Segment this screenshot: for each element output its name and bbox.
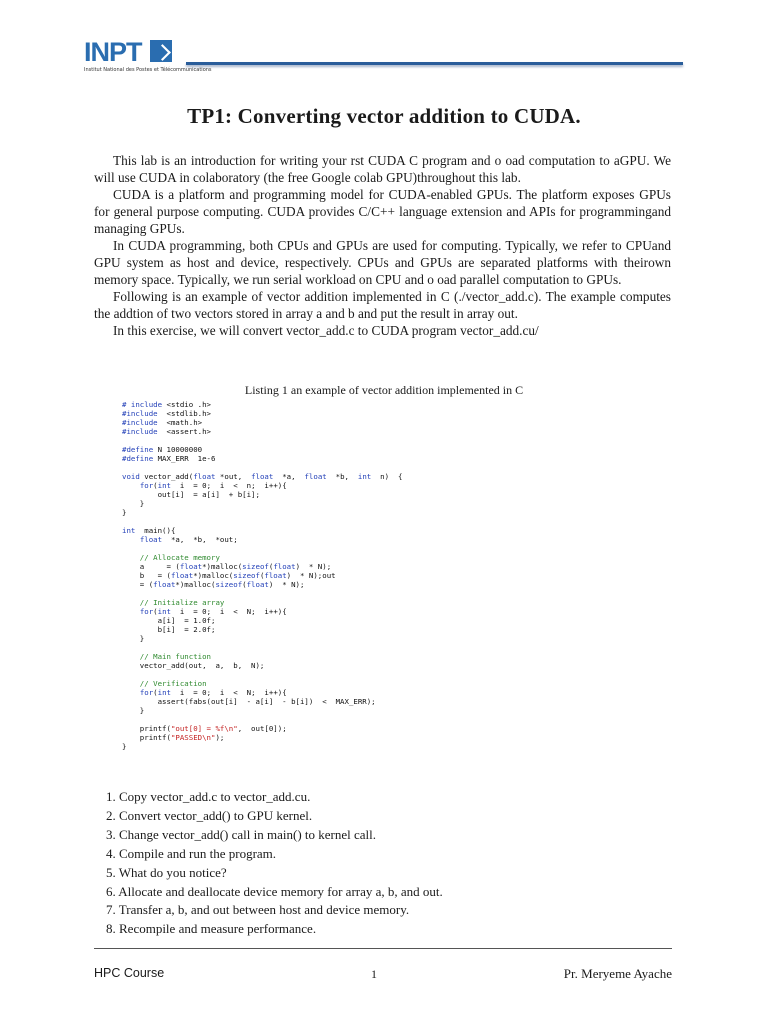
- code-token: }: [122, 634, 145, 643]
- code-token: printf(: [122, 724, 171, 733]
- code-line: [122, 454, 402, 463]
- code-line: [122, 670, 402, 679]
- code-token: *)malloc(: [193, 571, 234, 580]
- step-item: 1. Copy vector_add.c to vector_add.cu.: [106, 789, 311, 804]
- code-line: [122, 517, 402, 526]
- code-line: [122, 643, 402, 652]
- logo-subtitle: Institut National des Postes et Télécommunications: [84, 67, 212, 73]
- code-token: MAX_ERR 1e-6: [153, 454, 216, 463]
- code-line: [122, 553, 402, 562]
- code-token: [122, 607, 140, 616]
- paragraph: In CUDA programming, both CPUs and GPUs are used for computing. Typically, we refer to CPUand GPU system as host and device, respectively. CPUs and GPUs are separated platforms with theirown memory space. Typically, we run serial workload on CPU and o oad parallel computation to GPUs.: [94, 238, 671, 287]
- code-keyword: #include: [122, 418, 158, 427]
- code-token: }: [122, 742, 127, 751]
- code-token: [122, 688, 140, 697]
- code-line: [122, 427, 402, 436]
- step-item: 5. What do you notice?: [106, 864, 227, 880]
- code-token: out[i] = a[i] + b[i];: [122, 490, 260, 499]
- footer-rule: [94, 948, 672, 949]
- code-line: [122, 724, 402, 733]
- code-line: [122, 535, 402, 544]
- code-keyword: sizeof: [215, 580, 243, 589]
- code-keyword: float: [304, 472, 327, 481]
- code-token: <assert.h>: [157, 427, 212, 436]
- code-comment: // Verification: [122, 679, 207, 688]
- logo-text: INPT: [84, 37, 142, 67]
- code-line: [122, 706, 402, 715]
- code-token: *out,: [215, 472, 252, 481]
- code-keyword: float: [179, 562, 203, 571]
- code-line: [122, 607, 402, 616]
- code-line: [122, 499, 402, 508]
- code-token: (: [153, 481, 158, 490]
- code-token: = (: [122, 580, 154, 589]
- code-line: [122, 481, 402, 490]
- code-token: a[i] = 1.0f;: [122, 616, 216, 625]
- code-keyword: for: [139, 481, 154, 490]
- code-token: ) * N);: [268, 580, 305, 589]
- code-token: *)malloc(: [202, 562, 243, 571]
- code-keyword: float: [139, 535, 163, 544]
- step-item: 6. Allocate and deallocate device memory for array a, b, and out.: [106, 883, 443, 899]
- code-token: i = 0; i < n; i++){: [170, 481, 287, 490]
- code-keyword: void: [122, 472, 140, 481]
- code-token: *)malloc(: [175, 580, 216, 589]
- code-token: b = (: [122, 571, 171, 580]
- code-token: a = (: [122, 562, 180, 571]
- code-line: [122, 571, 402, 580]
- code-token: }: [122, 508, 127, 517]
- code-token: (: [268, 562, 274, 571]
- code-line: [122, 472, 402, 481]
- page-number: 1: [371, 967, 377, 981]
- code-token: }: [122, 706, 145, 715]
- code-token: N 10000000: [153, 445, 203, 454]
- code-line: [122, 526, 402, 535]
- code-keyword: float: [153, 580, 176, 589]
- code-line: [122, 562, 402, 571]
- code-line: [122, 589, 402, 598]
- code-line: [122, 544, 402, 553]
- code-line: [122, 400, 402, 409]
- code-token: [122, 535, 140, 544]
- code-token: main(){: [135, 526, 176, 535]
- code-line: [122, 733, 402, 742]
- code-listing: [122, 400, 402, 751]
- code-line: [122, 661, 402, 670]
- code-token: b[i] = 2.0f;: [122, 625, 216, 634]
- step-item: 7. Transfer a, b, and out between host and device memory.: [106, 902, 410, 918]
- code-token: <stdlib.h>: [157, 409, 212, 418]
- code-token: ) * N);out: [286, 571, 336, 580]
- code-token: vector_add(out, a, b, N);: [122, 661, 265, 670]
- code-line: [122, 652, 402, 661]
- code-keyword: for: [139, 688, 154, 697]
- code-keyword: int: [157, 607, 171, 616]
- listing-caption: Listing 1 an example of vector addition implemented in C: [244, 383, 524, 397]
- step-item: 3. Change vector_add() call in main() to kernel call.: [106, 826, 377, 842]
- code-token: (: [153, 688, 158, 697]
- code-keyword: float: [251, 472, 274, 481]
- code-token: i = 0; i < N; i++){: [170, 688, 287, 697]
- code-line: [122, 715, 402, 724]
- code-line: [122, 634, 402, 643]
- code-keyword: sizeof: [242, 562, 269, 571]
- code-string: "out[0] = %f\n": [170, 724, 238, 733]
- code-keyword: float: [264, 571, 287, 580]
- code-token: printf(: [122, 733, 171, 742]
- code-comment: // Initialize array: [122, 598, 225, 607]
- code-token: , out[0]);: [237, 724, 287, 733]
- code-keyword: #include: [122, 427, 158, 436]
- code-token: vector_add(: [139, 472, 194, 481]
- footer-course: HPC Course: [94, 966, 165, 980]
- code-line: [122, 580, 402, 589]
- steps-list: [106, 788, 443, 939]
- code-token: *a, *b, *out;: [162, 535, 238, 544]
- code-line: [122, 688, 402, 697]
- code-token: *a,: [273, 472, 305, 481]
- code-keyword: float: [193, 472, 216, 481]
- code-keyword: int: [157, 481, 171, 490]
- code-line: [122, 679, 402, 688]
- step-item: 4. Compile and run the program.: [106, 845, 277, 861]
- step-item: 2. Convert vector_add() to GPU kernel.: [106, 807, 313, 823]
- code-token: );: [215, 733, 225, 742]
- code-token: n) {: [371, 472, 403, 481]
- paragraph: In this exercise, we will convert vector_add.c to CUDA program vector_add.cu/: [113, 323, 539, 338]
- code-keyword: int: [122, 526, 136, 535]
- code-line: [122, 625, 402, 634]
- code-token: *b,: [326, 472, 358, 481]
- code-line: [122, 508, 402, 517]
- code-token: <stdio .h>: [162, 400, 211, 409]
- code-token: (: [242, 580, 247, 589]
- step-item: 8. Recompile and measure performance.: [106, 921, 317, 937]
- code-keyword: #define: [122, 454, 154, 463]
- paragraph: This lab is an introduction for writing your rst CUDA C program and o oad computation to aGPU. We will use CUDA in colaboratory (the free Google colab GPU)throughout this lab.: [94, 153, 671, 185]
- footer-author: Pr. Meryeme Ayache: [563, 966, 672, 981]
- code-token: }: [122, 499, 145, 508]
- code-line: [122, 490, 402, 499]
- intro-text: [94, 152, 671, 339]
- code-token: [122, 481, 140, 490]
- code-keyword: int: [157, 688, 171, 697]
- logo-mark-icon: [150, 40, 172, 62]
- paragraph: CUDA is a platform and programming model for CUDA-enabled GPUs. The platform exposes GPUs for general purpose computing. CUDA provides C/C++ language extension and APIs for programmingand managing GPUs.: [94, 187, 671, 236]
- code-token: (: [259, 571, 265, 580]
- code-line: [122, 409, 402, 418]
- code-keyword: sizeof: [233, 571, 260, 580]
- code-keyword: float: [246, 580, 269, 589]
- code-keyword: for: [139, 607, 154, 616]
- code-token: (: [153, 607, 158, 616]
- code-token: assert(fabs(out[i] - a[i] - b[i]) < MAX_ERR);: [122, 697, 376, 706]
- code-comment: // Main function: [122, 652, 211, 661]
- code-line: [122, 463, 402, 472]
- inpt-logo: [84, 37, 212, 86]
- code-keyword: float: [273, 562, 296, 571]
- code-token: ) * N);: [295, 562, 332, 571]
- code-keyword: #define: [122, 445, 154, 454]
- code-line: [122, 616, 402, 625]
- code-string: "PASSED\n": [170, 733, 216, 742]
- code-line: [122, 445, 402, 454]
- code-line: [122, 598, 402, 607]
- code-line: [122, 436, 402, 445]
- code-keyword: #include: [122, 409, 158, 418]
- code-token: <math.h>: [157, 418, 203, 427]
- document-title: TP1: Converting vector addition to CUDA.: [187, 104, 581, 128]
- code-keyword: int: [357, 472, 372, 481]
- code-line: [122, 742, 402, 751]
- code-keyword: # include: [122, 400, 163, 409]
- code-line: [122, 418, 402, 427]
- code-line: [122, 697, 402, 706]
- paragraph: Following is an example of vector addition implemented in C (./vector_add.c). The example computes the addtion of two vectors stored in array a and b and put the result in array out.: [94, 289, 671, 321]
- header-rule: [186, 62, 683, 65]
- code-comment: // Allocate memory: [122, 553, 220, 562]
- code-token: i = 0; i < N; i++){: [170, 607, 287, 616]
- code-keyword: float: [170, 571, 194, 580]
